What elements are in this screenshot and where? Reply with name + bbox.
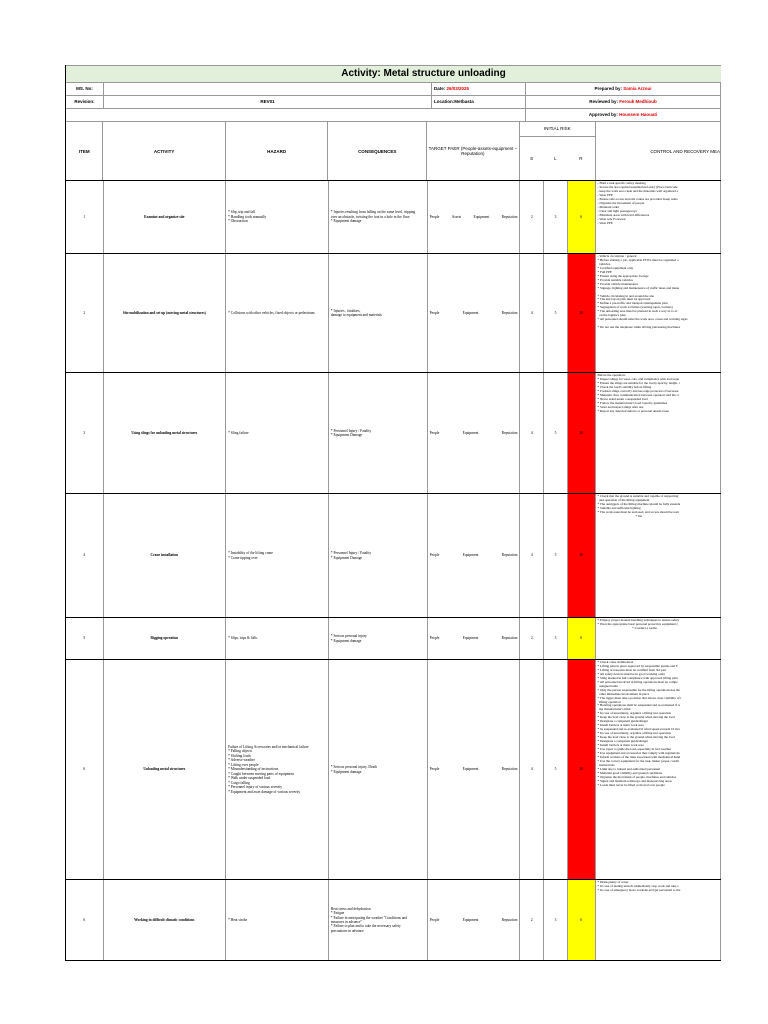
consequences-cell: * Injuries , fatalities, damage to equipment and materials: [329, 254, 428, 372]
likelihood-value: 3: [544, 181, 568, 253]
header-initial-risk: [520, 122, 596, 180]
control-measures-cell: * Check crane stabilization * Lifting plan in place approved by responsible parties and T * Lifting accessories must be certified from 3rd part * All safety devices must be in good working order * Sling marked in full compliance with approved lifting plan * All personnel involved in lifting operations must be compe assigned tasks * Only the person responsible for the lifting operations has the other immediate involvement in place * The rigger must take a position that allows clear visibility of t lifting operation * Hoisting operations shall be suspended and re-evaluated if w the manufacturer's limit * In case of uncertainty, organize a lifting test operation * Keep the load close to the ground when moving the load * Designate a competent guide/slinger * Install barriers at main work area * be suspended and re-evaluated if wind speed exceeds 10 m/s * In case of uncertainty, organize a lifting test operation * Keep the load close to the ground when moving the load * Designate a competent guide/slinger * Install barriers at main work area * Use ropes to guide the load, especially in bad weather * Use equipment and accessories that comply with regulations * Inform workers of the risks associated with mechanical hand * Use the correct equipment for the task, maker proper condit instructions * Limit site to trained and authorized personnel * Maintain good visibility and ground conditions * Organize the movement of people, machines and vehicles * Signal and maintain walkways and manoeuvring areas * Loads must never be lifted or moved over people: [596, 660, 721, 879]
ms-no-label: MS. No:: [66, 83, 104, 95]
consequences-cell: * Injuries resulting from falling on the same level, tripping over an obstacle, twisting the foot in a hole in the floor * Equipment damage: [329, 181, 428, 253]
meta-row-1: [66, 83, 721, 96]
control-measures-cell: Before the operation: * Inspect slings for wear, cuts, and compliance with load requ * Ensure the slings are suitable for the load (capacity, length, t * Check the load's stability before lifting * Position slings correctly and use edge protectors if necessar * Maintain clear communication between operators and the cr * Never stand under a suspended load * Follow the manufacturer's load capacity guidelines * Store and inspect slings after use * Report any detected defects or personal unsafe issue: [596, 373, 721, 493]
table-row: [66, 373, 721, 494]
control-measures-cell: * Check that the ground is suitable and capable of supporting and operation of the lifting equipment * The outriggers of the lifting machine should be fully extende * Suitable and sufficient lighting * The work zone must be enclosed, and access should be restr * Ins: [596, 494, 721, 617]
severity-value: 4: [520, 660, 544, 879]
location-cell: Location:Metbasta: [432, 96, 526, 108]
severity-value: 4: [520, 494, 544, 617]
hazard-cell: Failure of Lifting Accessories and/or mechanical failure * Falling objects * Shifting loads * Adverse weather * Lifting over people * Misunderstanding of instructions * Caught between moving parts of equipment * Walk under suspended load * Cargo falling * Personnel injury of various severity * Equipment and asset damage of various severity: [226, 660, 329, 879]
risk-value: 6: [568, 181, 596, 253]
activity-cell: Working in difficult climatic conditions: [104, 880, 227, 960]
risk-value: 20: [568, 254, 596, 372]
severity-value: 2: [520, 181, 544, 253]
consequences-cell: * Serious personal injury, Death * Equipment damage: [329, 660, 428, 879]
hazard-cell: * Heat stroke: [226, 880, 329, 960]
table-header: [66, 122, 721, 181]
risk-assessment-sheet: [65, 65, 721, 961]
risk-value: 6: [568, 618, 596, 659]
table-row: [66, 880, 721, 961]
consequences-cell: * Personnel Injury / Fatality * Equipment Damage: [329, 373, 428, 493]
likelihood-value: 3: [544, 880, 568, 960]
header-activity: ACTIVITY: [103, 122, 225, 180]
prepared-cell: Prepared by: Samia Arzoui: [526, 83, 721, 95]
item-number: 2: [66, 254, 104, 372]
meta-row-2: [66, 96, 721, 109]
activity-cell: Examine and organize site: [104, 181, 227, 253]
item-number: 4: [66, 494, 104, 617]
hazard-cell: * Sling failure: [226, 373, 329, 493]
item-number: 6: [66, 880, 104, 960]
item-number: 6: [66, 660, 104, 879]
header-item: ITEM: [66, 122, 103, 180]
activity-cell: Crane installation: [104, 494, 227, 617]
item-number: 5: [66, 618, 104, 659]
target-cell: People Equipment Reputation: [428, 880, 521, 960]
hazard-cell: * Instability of the lifting crane * Crane tipping over: [226, 494, 329, 617]
likelihood-value: 5: [544, 254, 568, 372]
header-target: TARGET PAER (People-assets-equipment – Reputation): [427, 122, 520, 180]
reviewed-cell: Reviewed by: Ferouk Medhioub: [526, 96, 721, 108]
likelihood-value: 5: [544, 660, 568, 879]
hazard-cell: * Collisions with other vehicles, fixed objects or pedestrians: [226, 254, 329, 372]
header-initial-risk-label: INITIAL RISK: [520, 122, 595, 137]
control-measures-cell: * Employ proper manual handling techniques to ensure safety * Wear the appropriate basic personal protective equipment ( * Conduct a toolbo: [596, 618, 721, 659]
target-cell: People Equipment Reputation: [428, 660, 521, 879]
ms-no-value: [104, 83, 432, 95]
activity-cell: Rigging operation: [104, 618, 227, 659]
table-row: [66, 660, 721, 880]
consequences-cell: * Personnel Injury / Fatality * Equipment Damage: [329, 494, 428, 617]
likelihood-value: 5: [544, 373, 568, 493]
header-l: L: [554, 156, 557, 161]
target-cell: People Assets Equipment Reputation: [428, 181, 521, 253]
item-number: 3: [66, 373, 104, 493]
severity-value: 4: [520, 373, 544, 493]
control-measures-cell: - Vehicle circulation : general * Before starting a job, applicable PTWs must be organized a vehicles. * Certified equipment only * Full PPE * Ensure using the appropriate footage * Provide suitable vehicles * Provide vehicle maintenance * Signage, lighting and maintenance of traffic lanes and mane * Vehicle circulating in and around the site * The site layout plan must be approved * Define a pre-traffic and transport management plan * Segregation of work activities (warning tapes, barriers) * The unloading area must be planned in such a way as to av on the logistics plan * All personnel should enter the work area: cones and warning signs * Do not use the telephone while driving (answering machines: [596, 254, 721, 372]
risk-value: 6: [568, 880, 596, 960]
activity-cell: Unloading metal structures: [104, 660, 227, 879]
header-consequences: CONSEQUENCES: [328, 122, 427, 180]
consequences-cell: Heat stress and dehydration * Fatigue * Failure in anticipating the weather "Conditions and measures in advance" * Failure to plan and to take the necessary safety precautions in advance: [329, 880, 428, 960]
header-hazard: HAZARD: [226, 122, 329, 180]
hazard-cell: * Slip, trip and fall * Handling tools manually * Obstruction: [226, 181, 329, 253]
severity-value: 4: [520, 254, 544, 372]
table-row: [66, 494, 721, 618]
hazard-cell: * Slips, trips & falls.: [226, 618, 329, 659]
risk-value: 20: [568, 494, 596, 617]
revision-label: Revision:: [66, 96, 104, 108]
header-s: S: [530, 156, 534, 161]
table-body: [66, 181, 721, 961]
likelihood-value: 5: [544, 494, 568, 617]
header-control: CONTROL AND RECOVERY MEA: [596, 122, 721, 180]
item-number: 1: [66, 181, 104, 253]
target-cell: People Equipment Reputation: [428, 373, 521, 493]
risk-value: 20: [568, 660, 596, 879]
severity-value: 2: [520, 880, 544, 960]
likelihood-value: 3: [544, 618, 568, 659]
control-measures-cell: - Hold a task specific safety meeting - Secure the area against unauthorized entry (Place barricade - keep the work area clean and the materials well organized a - Wear PPE - Ensure safe access and exit routes are provided. Keep rema - Organize the movement of people - Maintain order - Clear and light passageways - Eliminate areas with level differences - Wear sole Footwear - Wear PPE: [596, 181, 721, 253]
target-cell: People Equipment Reputation: [428, 254, 521, 372]
approved-cell: Approved by: Houssem Haouati: [526, 109, 721, 121]
activity-cell: Site mobilization and set up (moving metal structures): [104, 254, 227, 372]
table-row: [66, 254, 721, 373]
meta-blank: [66, 109, 526, 121]
date-cell: Date: 26/03/2025: [432, 83, 526, 95]
header-r: R: [579, 156, 583, 161]
revision-value: REV01: [104, 96, 432, 108]
risk-value: 20: [568, 373, 596, 493]
table-row: [66, 181, 721, 254]
target-cell: People Equipment Reputation: [428, 618, 521, 659]
table-row: [66, 618, 721, 660]
control-measures-cell: * Drink plenty of water * In case of feeling unwell, immediately stop work and take s * In case of emergency leave worksite and get personnel to the: [596, 880, 721, 960]
meta-row-3: [66, 109, 721, 122]
target-cell: People Equipment Reputation: [428, 494, 521, 617]
sheet-title: Activity: Metal structure unloading: [66, 65, 721, 83]
activity-cell: Using slings for unloading metal structures: [104, 373, 227, 493]
severity-value: 2: [520, 618, 544, 659]
consequences-cell: * Serious personal injury * Equipment damage: [329, 618, 428, 659]
